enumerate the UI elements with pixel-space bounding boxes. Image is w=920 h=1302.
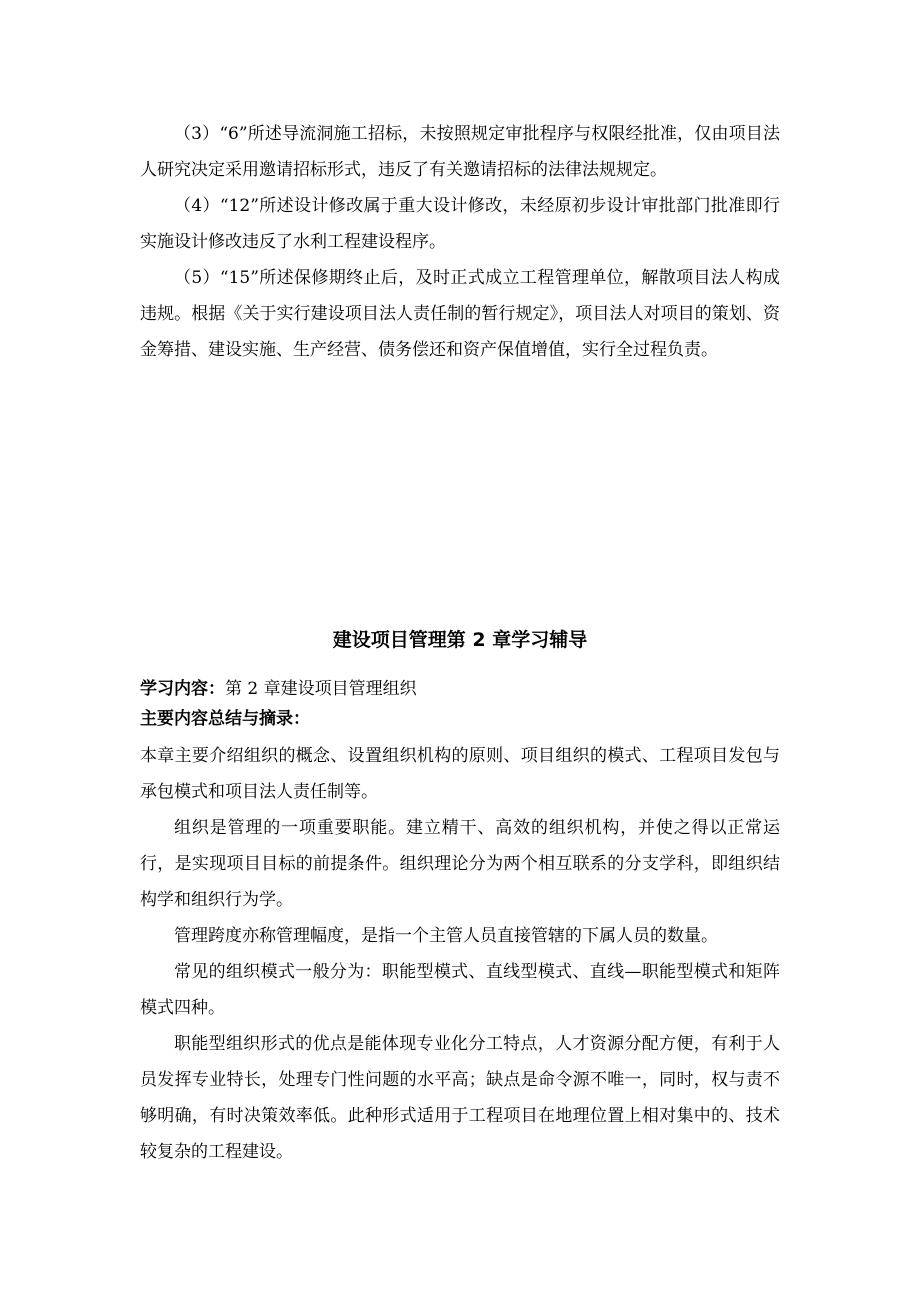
previous-chapter-conclusions — [140, 116, 780, 368]
chapter-2-guide — [140, 622, 780, 1170]
body-paragraph-functional-form: 职能型组织形式的优点是能体现专业化分工特点，人才资源分配方便，有利于人员发挥专业特长，处理专门性问题的水平高；缺点是命令源不唯一，同时，权与责不够明确，有时决策效率低。此种形式适用于工程项目在地理位置上相对集中的、技术较复杂的工程建设。 — [140, 1034, 780, 1162]
chapter-intro: 本章主要介绍组织的概念、设置组织机构的原则、项目组织的模式、工程项目发包与承包模式和项目法人责任制等。 — [140, 746, 780, 802]
conclusion-item-3: （3）“6”所述导流洞施工招标，未按照规定审批程序与权限经批准，仅由项目法人研究决定采用邀请招标形式，违反了有关邀请招标的法律法规规定。 — [140, 124, 780, 180]
body-paragraph-organization-modes: 常见的组织模式一般分为：职能型模式、直线型模式、直线—职能型模式和矩阵模式四种。 — [140, 962, 780, 1018]
body-paragraph-span-of-control: 管理跨度亦称管理幅度，是指一个主管人员直接管辖的下属人员的数量。 — [174, 926, 718, 946]
chapter-title: 建设项目管理第 2 章学习辅导 — [332, 629, 588, 651]
study-content-label: 学习内容： — [140, 679, 225, 699]
body-paragraph-organization: 组织是管理的一项重要职能。建立精干、高效的组织机构，并使之得以正常运行，是实现项目目标的前提条件。组织理论分为两个相互联系的分支学科，即组织结构学和组织行为学。 — [140, 818, 780, 910]
conclusion-item-4: （4）“12”所述设计修改属于重大设计修改，未经原初步设计审批部门批准即行实施设计修改违反了水利工程建设程序。 — [140, 196, 780, 252]
study-content-value: 第 2 章建设项目管理组织 — [225, 679, 417, 699]
study-content-line — [140, 674, 780, 704]
conclusion-item-5: （5）“15”所述保修期终止后，及时正式成立工程管理单位，解散项目法人构成违规。根据《关于实行建设项目法人责任制的暂行规定》，项目法人对项目的策划、资金筹措、建设实施、生产经营、债务偿还和资产保值增值，实行全过程负责。 — [140, 268, 780, 360]
summary-label: 主要内容总结与摘录： — [140, 709, 310, 729]
